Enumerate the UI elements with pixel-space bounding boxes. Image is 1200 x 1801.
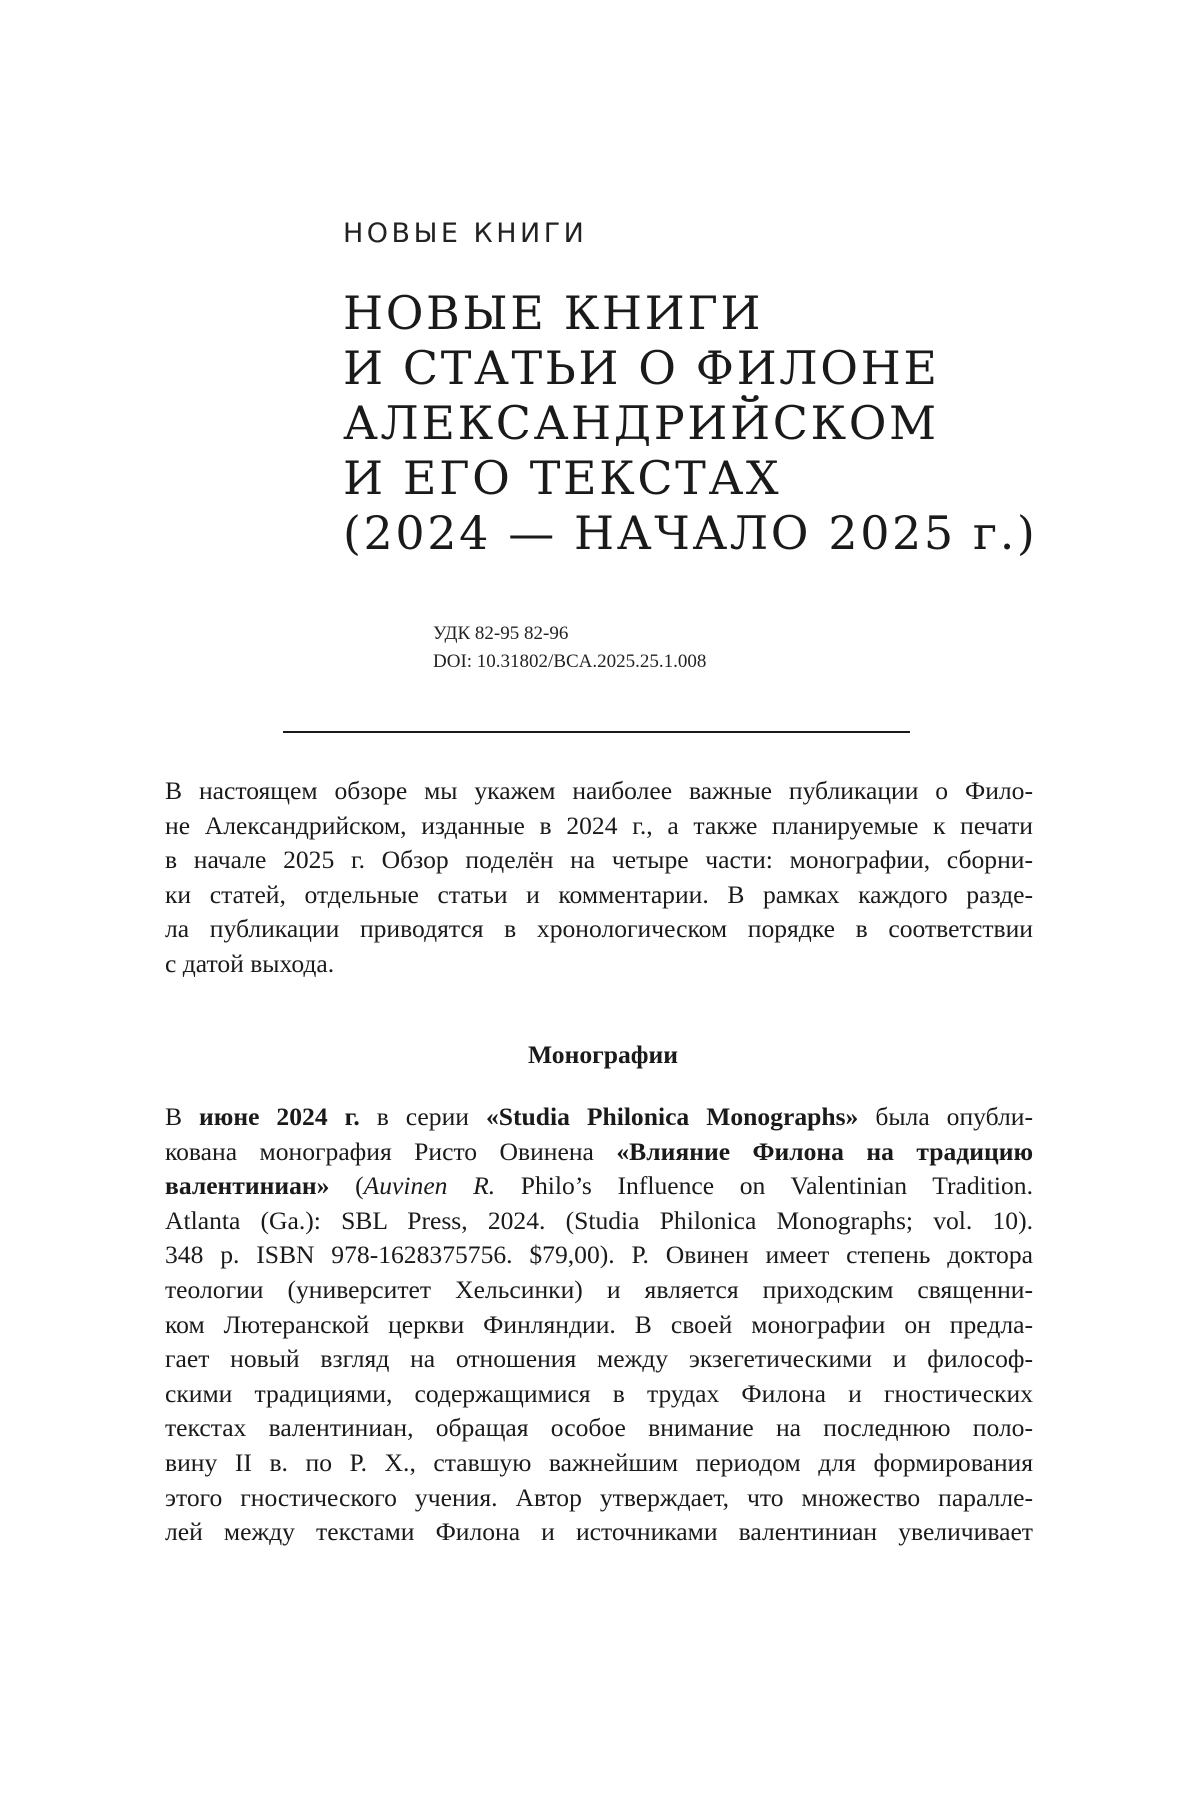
monograph-line: этого гностического учения. Автор утверждает, что множество паралле- bbox=[165, 1482, 1033, 1512]
abstract-line: ла публикации приводятся в хронологическом порядке в соответствии bbox=[165, 914, 1033, 944]
abstract-line: не Александрийском, изданные в 2024 г., а также планируемые к печати bbox=[165, 810, 1033, 840]
section-rubric: НОВЫЕ КНИГИ bbox=[343, 218, 588, 249]
udk-code: УДК 82-95 82-96 bbox=[433, 623, 569, 644]
abstract-paragraph bbox=[165, 774, 1033, 982]
monograph-line bbox=[165, 1169, 1033, 1204]
title-line: И ЕГО ТЕКСТАХ bbox=[343, 451, 782, 505]
doi-identifier: DOI: 10.31802/BCA.2025.25.1.008 bbox=[433, 651, 707, 672]
monograph-line: 348 p. ISBN 978-1628375756. $79,00). Р. Овинен имеет степень доктора bbox=[165, 1240, 1033, 1270]
monograph-line: лей между текстами Филона и источниками валентиниан увеличивает bbox=[165, 1517, 1033, 1547]
title-line: НОВЫЕ КНИГИ bbox=[343, 286, 764, 340]
monograph-line: ком Лютеранской церкви Финляндии. В своей монографии он предла- bbox=[165, 1309, 1033, 1339]
title-line: (2024 — НАЧАЛО 2025 г.) bbox=[343, 506, 1038, 560]
section-heading bbox=[0, 1040, 1200, 1070]
monograph-line: теологии (университет Хельсинки) и является приходским священни- bbox=[165, 1274, 1033, 1304]
date-emphasis: июне 2024 г. bbox=[199, 1102, 360, 1131]
text-run: кована монография Ристо Овинена bbox=[165, 1136, 617, 1166]
book-title: «Влияние Филона на традицию bbox=[616, 1136, 1033, 1166]
book-title: валентиниан» bbox=[165, 1171, 330, 1201]
text-run: В bbox=[165, 1102, 200, 1131]
article-metadata bbox=[433, 620, 706, 676]
abstract-line: В настоящем обзоре мы укажем наиболее важные публикации о Фило- bbox=[165, 776, 1033, 805]
section-heading-text: Монографии bbox=[527, 1040, 678, 1069]
author-name: Auvinen R. bbox=[363, 1171, 496, 1201]
text-run: была опубли- bbox=[858, 1102, 1033, 1131]
monograph-line: скими традициями, содержащимися в трудах Филона и гностических bbox=[165, 1378, 1033, 1408]
monograph-line bbox=[165, 1135, 1033, 1170]
text-run: в серии bbox=[359, 1102, 486, 1131]
series-title: «Studia Philonica Monographs» bbox=[485, 1102, 859, 1131]
article-title bbox=[343, 286, 1103, 561]
title-line: И СТАТЬИ О ФИЛОНЕ bbox=[343, 341, 940, 395]
title-line: АЛЕКСАНДРИЙСКОМ bbox=[343, 396, 939, 450]
abstract-line: в начале 2025 г. Обзор поделён на четыре части: монографии, сборни- bbox=[165, 845, 1033, 875]
monograph-line: Atlanta (Ga.): SBL Press, 2024. (Studia Philonica Monographs; vol. 10). bbox=[165, 1205, 1033, 1235]
text-run: Philo’s Influence on Valentinian Tradition. bbox=[495, 1171, 1033, 1201]
monograph-line: текстах валентиниан, обращая особое внимание на последнюю поло- bbox=[165, 1413, 1033, 1443]
monograph-line: гает новый взгляд на отношения между экзегетическими и философ- bbox=[165, 1344, 1033, 1374]
abstract-line: ки статей, отдельные статьи и комментарии. В рамках каждого разде- bbox=[165, 879, 1033, 909]
monograph-line: вину II в. по Р. Х., ставшую важнейшим периодом для формирования bbox=[165, 1447, 1033, 1477]
monograph-line bbox=[165, 1100, 1033, 1135]
text-run: ( bbox=[329, 1171, 364, 1201]
separator-rule bbox=[283, 731, 910, 733]
abstract-line: с датой выхода. bbox=[165, 948, 335, 978]
monograph-paragraph bbox=[165, 1100, 1033, 1550]
